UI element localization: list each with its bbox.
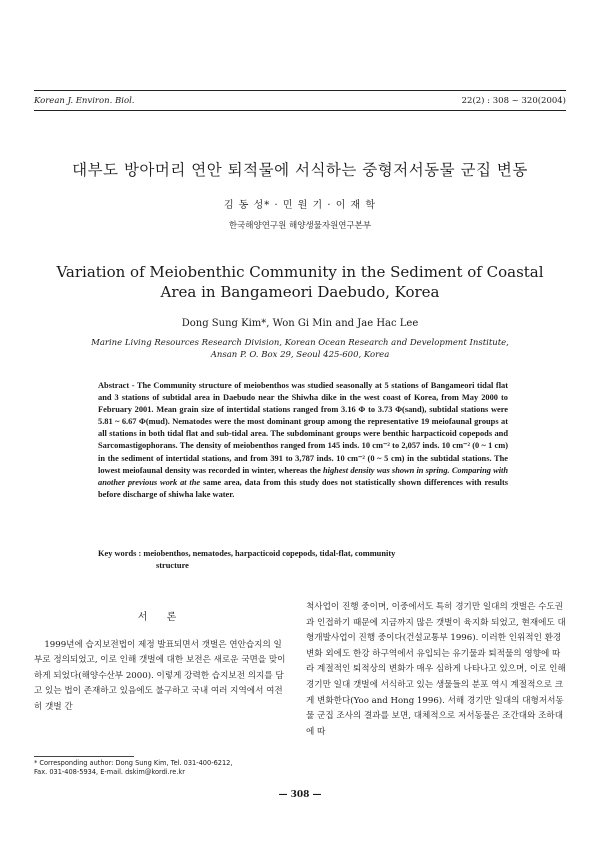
english-title — [0, 262, 600, 302]
keywords-line-1: Key words : meiobenthos, nematodes, harpacticoid copepods, tidal-flat, community — [98, 549, 396, 558]
journal-name: Korean J. Environ. Biol. — [34, 96, 135, 106]
keywords — [98, 548, 508, 572]
english-affiliation — [0, 337, 600, 361]
footnote-rule — [34, 756, 134, 757]
abstract-text-2: same area, data from this study does not statistically shown differences with results before discharge of shiwha lake water. — [98, 477, 509, 499]
korean-authors: 김 동 성* · 민 원 기 · 이 재 학 — [223, 200, 377, 211]
running-header — [34, 96, 566, 106]
intro-paragraph-left: 1999년에 습지보전법이 제정 발표되면서 갯벌은 연안습지의 일부로 정의되었고, 이로 인해 갯벌에 대한 보전은 새로운 국면을 맞이하게 되었다(해양수산부 2000). 이렇게 강력한 습지보전 의지를 담고 있는 법이 존재하고 있음에도 불구하고 국내 여러 지역에서 여전히 갯벌 간 — [34, 639, 286, 712]
abstract-text-italic: highest density was shown in spring. Comparing with another previous work at the — [98, 465, 509, 487]
section-heading-introduction: 서 론 — [137, 612, 185, 623]
affiliation-line-1: Marine Living Resources Research Division, Korean Ocean Research and Development Institute, — [91, 338, 509, 348]
korean-title: 대부도 방아머리 연안 퇴적물에 서식하는 중형저서동물 군집 변동 — [72, 161, 528, 179]
footnote — [34, 759, 294, 777]
abstract-text-1: Abstract - The Community structure of meiobenthos was studied seasonally at 5 stations of Bangameori tidal flat and 3 stations of subtidal area in Daebudo near the Shiwha dike in the west coast of Korea, from May 2000 to February 2001. Mean grain size of intertidal stations ranged from 3.16 Φ to 3.73 Φ(sand), subtidal stations were 5.81 ~ 6.67 Φ(mud). Nematodes were the most dominant group among the representative 19 meiofaunal groups at all stations in both tidal flat and sub-tidal area. The subdominant groups were benthic harpacticoid copepods and Sarcomastigophorans. The density of meiobenthos ranged from 145 inds. 10 cm⁻² to 2,057 inds. 10 cm⁻² (0 ~ 1 cm) in the sediment of intertidal stations, and from 391 to 3,787 inds. 10 cm⁻² (0 ~ 5 cm) in the subtidal stations. The lowest meiofaunal density was recorded in winter, whereas the — [98, 381, 508, 475]
abstract — [98, 380, 508, 501]
intro-paragraph-right: 척사업이 진행 중이며, 이중에서도 특히 경기만 일대의 갯벌은 수도권과 인접하기 때문에 지금까지 많은 갯벌이 육지화 되었고, 현재에도 대형개발사업이 진행 중이다(건설교통부 1996). 이러한 인위적인 환경변화 외에도 한강 하구역에서 유입되는 유기물과 퇴적물의 영향에 따라 계절적인 퇴적상의 변화가 매우 심하게 나타나고 있으며, 이로 인해 경기만 일대 갯벌에 서식하고 있는 생물들의 분포 역시 계절적으로 크게 변화한다(Yoo and Hong 1996). 서해 경기만 일대의 대형저서동물 군집 조사의 결과를 보면, 대체적으로 저서동물은 조간대와 조하대에 따 — [306, 602, 566, 737]
footnote-line-2: Fax. 031-408-5934, E-mail. dskim@kordi.re.kr — [34, 768, 185, 776]
english-title-line-1: Variation of Meiobenthic Community in the Sediment of Coastal — [56, 263, 544, 281]
left-column — [34, 610, 288, 716]
keywords-line-2: structure — [156, 561, 189, 571]
footnote-line-1: * Corresponding author: Dong Sung Kim, Tel. 031-400-6212, — [34, 759, 233, 767]
header-rule-top — [34, 90, 566, 91]
page-number: — 308 — — [278, 790, 322, 800]
right-column — [306, 600, 566, 740]
affiliation-line-2: Ansan P. O. Box 29, Seoul 425-600, Korea — [210, 350, 390, 360]
english-title-line-2: Area in Bangameori Daebudo, Korea — [160, 283, 440, 301]
citation: 22(2) : 308 ~ 320(2004) — [461, 96, 566, 106]
header-rule-bottom — [34, 110, 566, 111]
korean-affiliation: 한국해양연구원 해양생물자원연구본부 — [228, 221, 372, 231]
english-authors: Dong Sung Kim*, Won Gi Min and Jae Hac Lee — [181, 318, 419, 329]
